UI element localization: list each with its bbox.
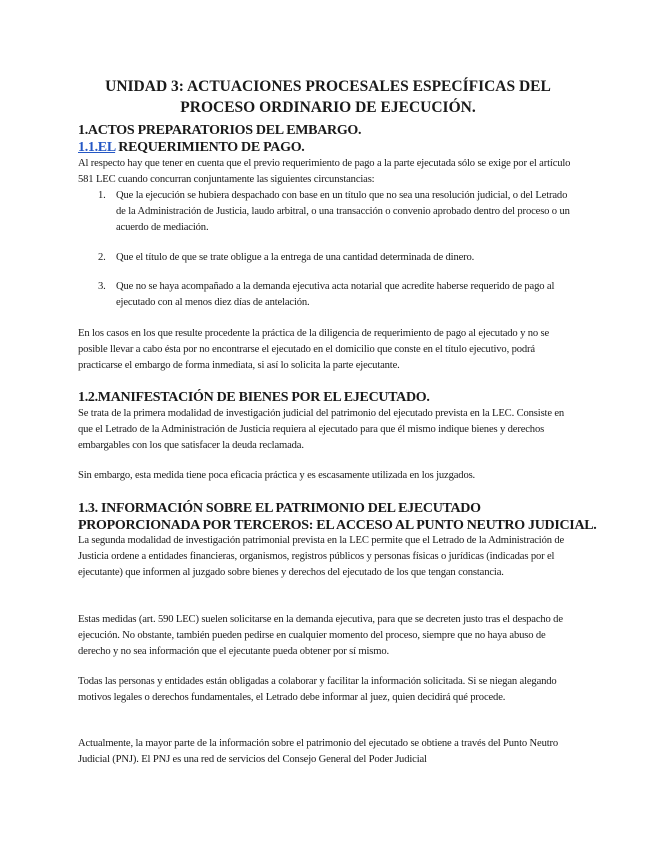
paragraph-art-590: Estas medidas (art. 590 LEC) suelen solicitarse en la demanda ejecutiva, para que se decreten justo tras el despacho de ejecución. No obstante, también pueden pedirse en cualquier momento del proceso, siempre que no haya abuso de derecho y no sea información que el ejecutante pueda obtener por sí mismo. [78,614,563,657]
heading-line-1: 1.3. INFORMACIÓN SOBRE EL PATRIMONIO DEL EJECUTADO [78,501,481,516]
paragraph-eficacia: Sin embargo, esta medida tiene poca eficacia práctica y es escasamente utilizada en los juzgados. [78,470,476,481]
title-line-1: UNIDAD 3: ACTUACIONES PROCESALES ESPECÍFICAS DEL [105,78,551,95]
heading-requerimiento-text: REQUERIMIENTO DE PAGO. [115,140,305,155]
paragraph-punto-neutro-judicial: Actualmente, la mayor parte de la información sobre el patrimonio del ejecutado se obtiene a través del Punto Neutro Judicial (PNJ). El PNJ es una red de servicios del Consejo General del Poder Judicial [78,738,559,765]
list-item-number: 3. [98,281,106,292]
heading-manifestacion-de-bienes: 1.2.MANIFESTACIÓN DE BIENES POR EL EJECUTADO. [78,390,430,405]
list-item-number: 2. [98,252,106,263]
list-item-number: 1. [98,190,106,201]
list-item-text: Que el título de que se trate obligue a la entrega de una cantidad determinada de dinero. [116,252,475,263]
heading-requerimiento-de-pago [78,139,305,156]
heading-line-2: PROPORCIONADA POR TERCEROS: EL ACCESO AL PUNTO NEUTRO JUDICIAL. [78,518,597,533]
section-link[interactable]: 1.1.EL [78,140,116,155]
paragraph-manifestacion: Se trata de la primera modalidad de investigación judicial del patrimonio del ejecutado prevista en la LEC. Consiste en que el Letrado de la Administración de Justicia requiera al ejecutado para que él mismo indique bienes y derechos embargables con los que satisfacer la deuda reclamada. [78,408,565,451]
paragraph-colaboracion: Todas las personas y entidades están obligadas a colaborar y facilitar la información solicitada. Si se niegan alegando motivos legales o derechos fundamentales, el Letrado debe informar al juez, quien decidirá qué procede. [78,676,557,703]
title-line-2: PROCESO ORDINARIO DE EJECUCIÓN. [180,99,476,116]
document-title [78,76,578,118]
heading-actos-preparatorios: 1.ACTOS PREPARATORIOS DEL EMBARGO. [78,123,362,138]
paragraph-embargo-inmediato: En los casos en los que resulte procedente la práctica de la diligencia de requerimiento de pago al ejecutado y no se posible llevar a cabo ésta por no encontrarse el ejecutado en el domicilio que conste en el título ejecutivo, podrá practicarse el embargo de forma inmediata, si así lo solicita la parte ejecutante. [78,328,550,371]
list-item-text: Que la ejecución se hubiera despachado con base en un título que no sea una resolución judicial, o del Letrado de la Administración de Justicia, laudo arbitral, o una transacción o convenio aprobado dentro del proceso o un acuerdo de mediación. [116,190,570,233]
heading-informacion-terceros [78,500,597,534]
paragraph-requerimiento: Al respecto hay que tener en cuenta que el previo requerimiento de pago a la parte ejecutada sólo se exige por el artículo 581 LEC cuando concurran conjuntamente las siguientes circunstancias: [78,158,571,185]
paragraph-segunda-modalidad: La segunda modalidad de investigación patrimonial prevista en la LEC permite que el Letrado de la Administración de Justicia ordene a entidades financieras, organismos, registros públicos y personas físicas o jurídicas (indicadas por el ejecutante) que informen al juzgado sobre bienes y derechos del ejecutado de los que tengan constancia. [78,535,565,578]
list-item-text: Que no se haya acompañado a la demanda ejecutiva acta notarial que acredite haberse requerido de pago al ejecutado con al menos diez días de antelación. [116,281,555,308]
